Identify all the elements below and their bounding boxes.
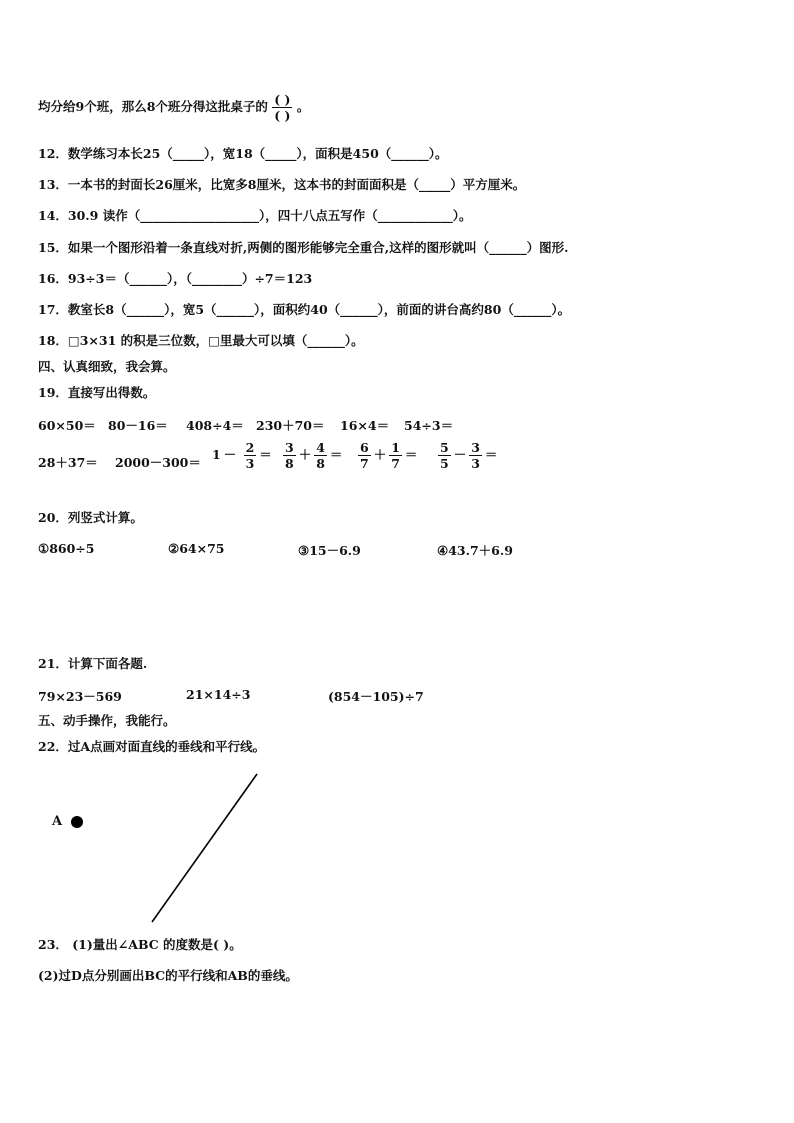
question-23-part-1: 23． (1)量出∠ABC 的度数是( )。 [38, 937, 242, 952]
fraction-expression-1 [212, 440, 275, 471]
fraction-denominator: ( ) [274, 108, 291, 123]
slanted-line [152, 774, 257, 922]
calc-item: 80－16＝ [108, 418, 168, 433]
question-17: 17．教室长8（______），宽5（______），面积约40（______），前面的讲台高约80（______）。 [38, 302, 571, 317]
question-21: 21．计算下面各题. [38, 656, 148, 671]
calc-item: 79×23－569 [38, 689, 122, 704]
calc-item: (854－105)÷7 [328, 689, 424, 704]
denominator: 8 [285, 456, 294, 471]
fraction [469, 440, 482, 471]
question-13: 13．一本书的封面长26厘米，比宽多8厘米，这本书的封面面积是（_____）平方厘米。 [38, 177, 526, 192]
answer-fraction [272, 92, 292, 123]
calc-item: 408÷4＝ [186, 418, 244, 433]
denominator: 5 [440, 456, 449, 471]
question-16: 16．93÷3＝（______），（________）÷7＝123 [38, 271, 313, 286]
vertical-calc-item: ④43.7＋6.9 [437, 543, 513, 558]
numerator: 3 [285, 440, 294, 455]
calc-item: 21×14÷3 [186, 687, 251, 702]
vertical-calc-item: ③15－6.9 [298, 543, 361, 558]
question-15: 15．如果一个图形沿着一条直线对折,两侧的图形能够完全重合,这样的图形就叫（______）图形. [38, 240, 569, 255]
calc-item: 230＋70＝ [256, 418, 325, 433]
denominator: 7 [391, 456, 400, 471]
fraction [314, 440, 327, 471]
fraction-expression-4 [438, 440, 500, 471]
equals-sign: ＝ [259, 447, 272, 462]
equals-sign: ＝ [329, 447, 343, 462]
question-23-part-2: (2)过D点分别画出BC的平行线和AB的垂线。 [38, 968, 298, 983]
fraction [283, 440, 296, 471]
fraction [438, 440, 451, 471]
calc-item: 54÷3＝ [404, 418, 454, 433]
numerator: 1 [391, 440, 400, 455]
whole-number: 1 [212, 447, 221, 462]
question-22: 22．过A点画对面直线的垂线和平行线。 [38, 739, 266, 754]
calc-item: 60×50＝ [38, 418, 96, 433]
fraction [389, 440, 402, 471]
numerator: 3 [471, 440, 480, 455]
line-top-end: 。 [296, 99, 310, 114]
equals-sign: ＝ [404, 447, 418, 462]
question-18: 18．□3×31 的积是三位数，□里最大可以填（______）。 [38, 333, 364, 348]
fraction-expression-2 [283, 440, 345, 471]
operator: ＋ [298, 447, 312, 462]
numerator: 4 [316, 440, 325, 455]
denominator: 3 [245, 456, 255, 471]
fraction-expression-3 [358, 440, 420, 471]
question-20: 20．列竖式计算。 [38, 510, 143, 525]
calc-item: 16×4＝ [340, 418, 390, 433]
fraction [358, 440, 371, 471]
section-5-title: 五、动手操作，我能行。 [38, 713, 176, 728]
section-4-title: 四、认真细致，我会算。 [38, 359, 176, 374]
numerator: 2 [245, 440, 255, 455]
denominator: 8 [316, 456, 325, 471]
operator: ＋ [373, 447, 387, 462]
calc-item: 28＋37＝ [38, 455, 98, 470]
line-top [38, 92, 309, 123]
operator: － [223, 447, 237, 462]
vertical-calc-item: ①860÷5 [38, 541, 95, 556]
fraction [244, 440, 257, 471]
perpendicular-parallel-figure [0, 760, 300, 930]
equals-sign: ＝ [484, 447, 498, 462]
question-14: 14．30.9 读作（___________________），四十八点五写作（____________）。 [38, 208, 472, 223]
point-a-dot [71, 816, 83, 828]
numerator: 6 [360, 440, 369, 455]
question-12: 12．数学练习本长25（_____），宽18（_____），面积是450（______）。 [38, 146, 448, 161]
vertical-calc-item: ②64×75 [168, 541, 225, 556]
question-19: 19．直接写出得数。 [38, 385, 156, 400]
operator: － [453, 447, 467, 462]
numerator: 5 [440, 440, 449, 455]
calc-item: 2000－300＝ [115, 455, 201, 470]
fraction-numerator: ( ) [274, 92, 291, 107]
denominator: 7 [360, 456, 369, 471]
line-top-text: 均分给9个班，那么8个班分得这批桌子的 [38, 99, 268, 114]
point-a-label: A [52, 814, 63, 829]
denominator: 3 [471, 456, 480, 471]
